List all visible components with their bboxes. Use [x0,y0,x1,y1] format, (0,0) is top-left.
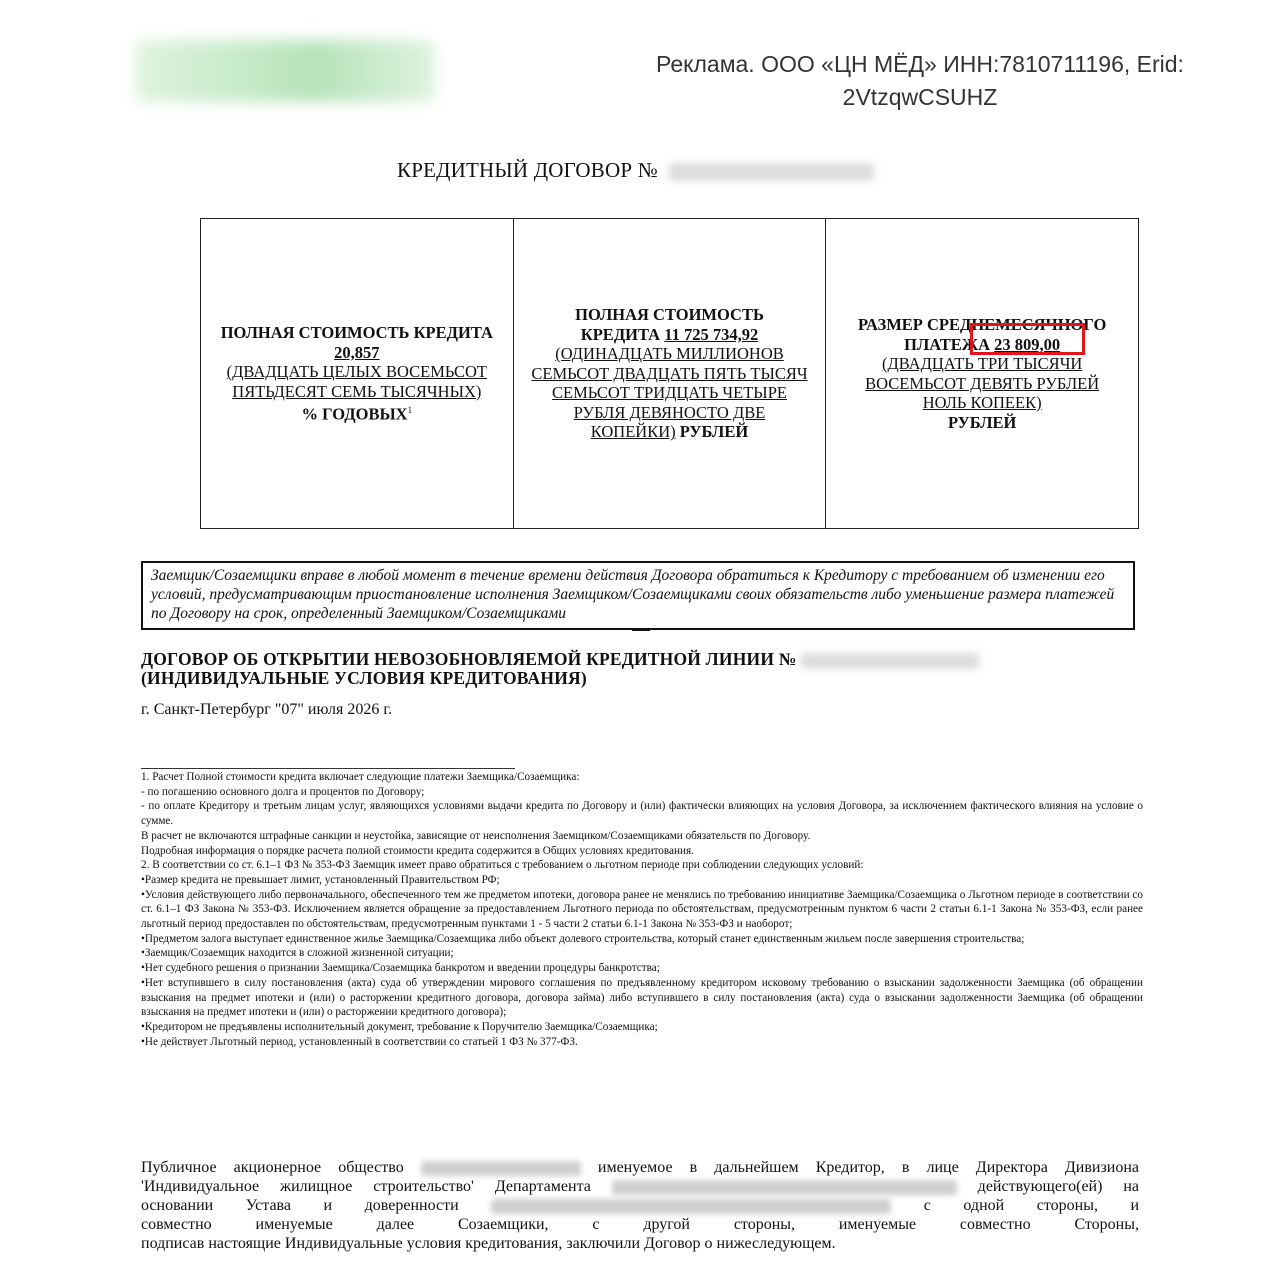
footnote-line: •Заемщик/Созаемщик находится в сложной жизненной ситуации; [141,947,454,960]
payment-value: 23 809,00 [994,334,1061,354]
footnote-line: - по погашению основного долга и процентов по Договору; [141,785,425,798]
full-cost-amount-cell [513,219,826,529]
parties-line-4 [141,1215,1139,1234]
footnote-line: •Кредитором не предъявлены исполнительный документ, требование к Поручителю Заемщика/Созаемщика; [141,1020,658,1033]
contract-title [397,158,874,183]
ad-disclaimer [560,48,1280,114]
redacted-power-of-attorney [491,1199,891,1214]
agreement-heading-line2: (ИНДИВИДУАЛЬНЫЕ УСЛОВИЯ КРЕДИТОВАНИЯ) [141,668,587,688]
ad-disclaimer-line2: 2VtzqwCSUHZ [842,84,998,110]
parties-line-2 [141,1177,1139,1196]
agreement-heading [141,650,979,688]
parties-text: и [323,1197,333,1214]
parties-text: Публичное акционерное общество [141,1159,404,1176]
parties-text: действующего(ей) на [977,1178,1140,1195]
payment-label-line2-text: ПЛАТЕЖА [904,334,991,354]
cost-label-line2 [530,325,810,345]
notice-underline-mark [632,628,650,631]
ad-disclaimer-line1: Реклама. ООО «ЦН МЁД» ИНН:7810711196, Erid: [656,51,1184,77]
parties-paragraph [141,1158,1139,1253]
contract-title-text: КРЕДИТНЫЙ ДОГОВОР № [397,158,658,182]
footnote-line: Подробная информация о порядке расчета полной стоимости кредита содержится в Общих условиях кредитования. [141,844,694,857]
parties-text: основании [141,1197,214,1214]
rate-unit-line [217,401,497,424]
footnote-line: 2. В соответствии со ст. 6.1–1 ФЗ № 353-ФЗ Заемщик имеет право обратиться с требованием о льготном периоде при соблюдении следующих условий: [141,859,864,872]
footnote-separator [141,768,515,769]
payment-highlight-box [970,323,1085,355]
parties-text: одной [963,1197,1005,1214]
footnote-line: В расчет не включаются штрафные санкции и неустойка, зависящие от неисполнения Заемщиком/Созаемщиками обязательств по Договору. [141,829,811,842]
footnote-ref-1: 1 [407,405,413,415]
footnotes [141,770,1143,1049]
parties-line-5: подписав настоящие Индивидуальные условия кредитования, заключили Договор о нижеследующем. [141,1235,836,1252]
rate-label: ПОЛНАЯ СТОИМОСТЬ КРЕДИТА [220,323,493,342]
parties-text: 'Индивидуальное жилищное строительство' Департамента [141,1178,591,1195]
cost-label-line2-text: КРЕДИТА [580,324,661,344]
credit-summary-table [200,218,1139,529]
footnote-line: •Размер кредита не превышает лимит, установленный Правительством РФ; [141,873,500,886]
monthly-payment-cell [826,219,1139,529]
parties-line-1 [141,1158,1139,1177]
cost-value: 11 725 734,92 [664,324,759,344]
footnote-line: •Не действует Льготный период, установленный в соответствии со статьей 1 ФЗ № 377-ФЗ. [141,1035,578,1048]
footnote-line: •Предметом залога выступает единственное жилье Заемщика/Созаемщика либо объект долевого строительства, который станет единственным жильем после завершения строительства; [141,932,1025,945]
rate-unit: % ГОДОВЫХ [301,404,408,424]
footnote-line: •Нет вступившего в силу постановления (акта) суда об утверждении мирового соглашения по предъявленному кредитором исковому требованию о взыскании задолженности Заемщика (об обращении взыскания на предмет ипотеки и (или) о расторжении кредитного договора, договора займа) либо вступившего в силу постановления (акта) суда о взыскании задолженности Заемщика (об обращении взыскания на предмет ипотеки и (или) о расторжении кредитного договора); [141,976,1143,1019]
parties-text: стороны, [1036,1197,1098,1214]
payment-unit: РУБЛЕЙ [947,412,1017,432]
payment-words: (ДВАДЦАТЬ ТРИ ТЫСЯЧИ ВОСЕМЬСОТ ДЕВЯТЬ РУБЛЕЙ НОЛЬ КОПЕЕК) [865,354,1100,412]
redacted-bank-name [421,1161,581,1176]
cost-unit: РУБЛЕЙ [679,422,749,442]
cost-label-line1: ПОЛНАЯ СТОИМОСТЬ [575,305,764,325]
redacted-credit-line-number [801,653,979,669]
payment-label-line1: РАЗМЕР СРЕДНЕМЕСЯЧНОГО [858,315,1107,334]
agreement-heading-line1 [141,650,979,669]
agreement-heading-line1-text: ДОГОВОР ОБ ОТКРЫТИИ НЕВОЗОБНОВЛЯЕМОЙ КРЕДИТНОЙ ЛИНИИ № [141,649,797,669]
footnote-line: - по оплате Кредитору и третьим лицам услуг, являющихся условиями выдачи кредита по Договору и (или) фактически влияющих на условия Договора, за исключением фактического влияния на условие о сумме. [141,800,1143,828]
parties-text: доверенности [364,1197,459,1214]
parties-text: совместно именуемые далее Созаемщики, с другой стороны, именуемые совместно Стороны, [141,1216,1139,1233]
footnote-line: 1. Расчет Полной стоимости кредита включает следующие платежи Заемщика/Созаемщика: [141,771,580,783]
footnote-line: •Нет судебного решения о признании Заемщика/Созаемщика банкротом и введении процедуры банкротства; [141,962,660,975]
cost-words-line [530,344,810,442]
blurred-advertiser-logo [135,40,435,102]
borrower-rights-notice: Заемщик/Созаемщики вправе в любой момент в течение времени действия Договора обратиться к Кредитору с требованием об изменении его условий, предусматривающим приостановление исполнения Заемщиком/Созаемщиками своих обязательств либо уменьшение размера платежей по Договору на срок, определенный Заемщиком/Созаемщиками [141,561,1135,630]
footnote-line: •Условия действующего либо первоначального, обеспеченного тем же предметом ипотеки, договора ранее не менялись по требованию инициативе Заемщика/Созаемщика о Льготном периоде в соответствии со ст. 6.1–1 ФЗ Закона № 353-ФЗ. Исключением является обращение за предоставлением Льготного периода по обстоятельствам, предусмотренным пунктом 6 части 2 статьи 6.1-1 Закона № 353-ФЗ, если ранее льготный период предоставлен по обстоятельствам, предусмотренным пунктами 1 - 5 части 2 статьи 6.1-1 Закона № 353-ФЗ и наоборот; [141,888,1143,931]
cost-words: (ОДИНАДЦАТЬ МИЛЛИОНОВ СЕМЬСОТ ДВАДЦАТЬ ПЯТЬ ТЫСЯЧ СЕМЬСОТ ТРИДЦАТЬ ЧЕТЫРЕ РУБЛЯ ДЕВЯНОСТО ДВЕ КОПЕЙКИ) [531,344,808,442]
redacted-department-director [612,1180,957,1195]
parties-text: с [923,1197,931,1214]
full-cost-rate-cell [201,219,514,529]
redacted-contract-number [669,163,874,181]
rate-value: 20,857 [334,342,380,362]
parties-text: и [1130,1197,1140,1214]
place-and-date: г. Санкт-Петербург "07" июля 2026 г. [141,701,393,718]
parties-text: Устава [245,1197,291,1214]
rate-words: (ДВАДЦАТЬ ЦЕЛЫХ ВОСЕМЬСОТ ПЯТЬДЕСЯТ СЕМЬ ТЫСЯЧНЫХ) [226,362,487,401]
parties-text: именуемое в дальнейшем Кредитор, в лице Директора Дивизиона [597,1159,1140,1176]
parties-line-3 [141,1196,1139,1215]
